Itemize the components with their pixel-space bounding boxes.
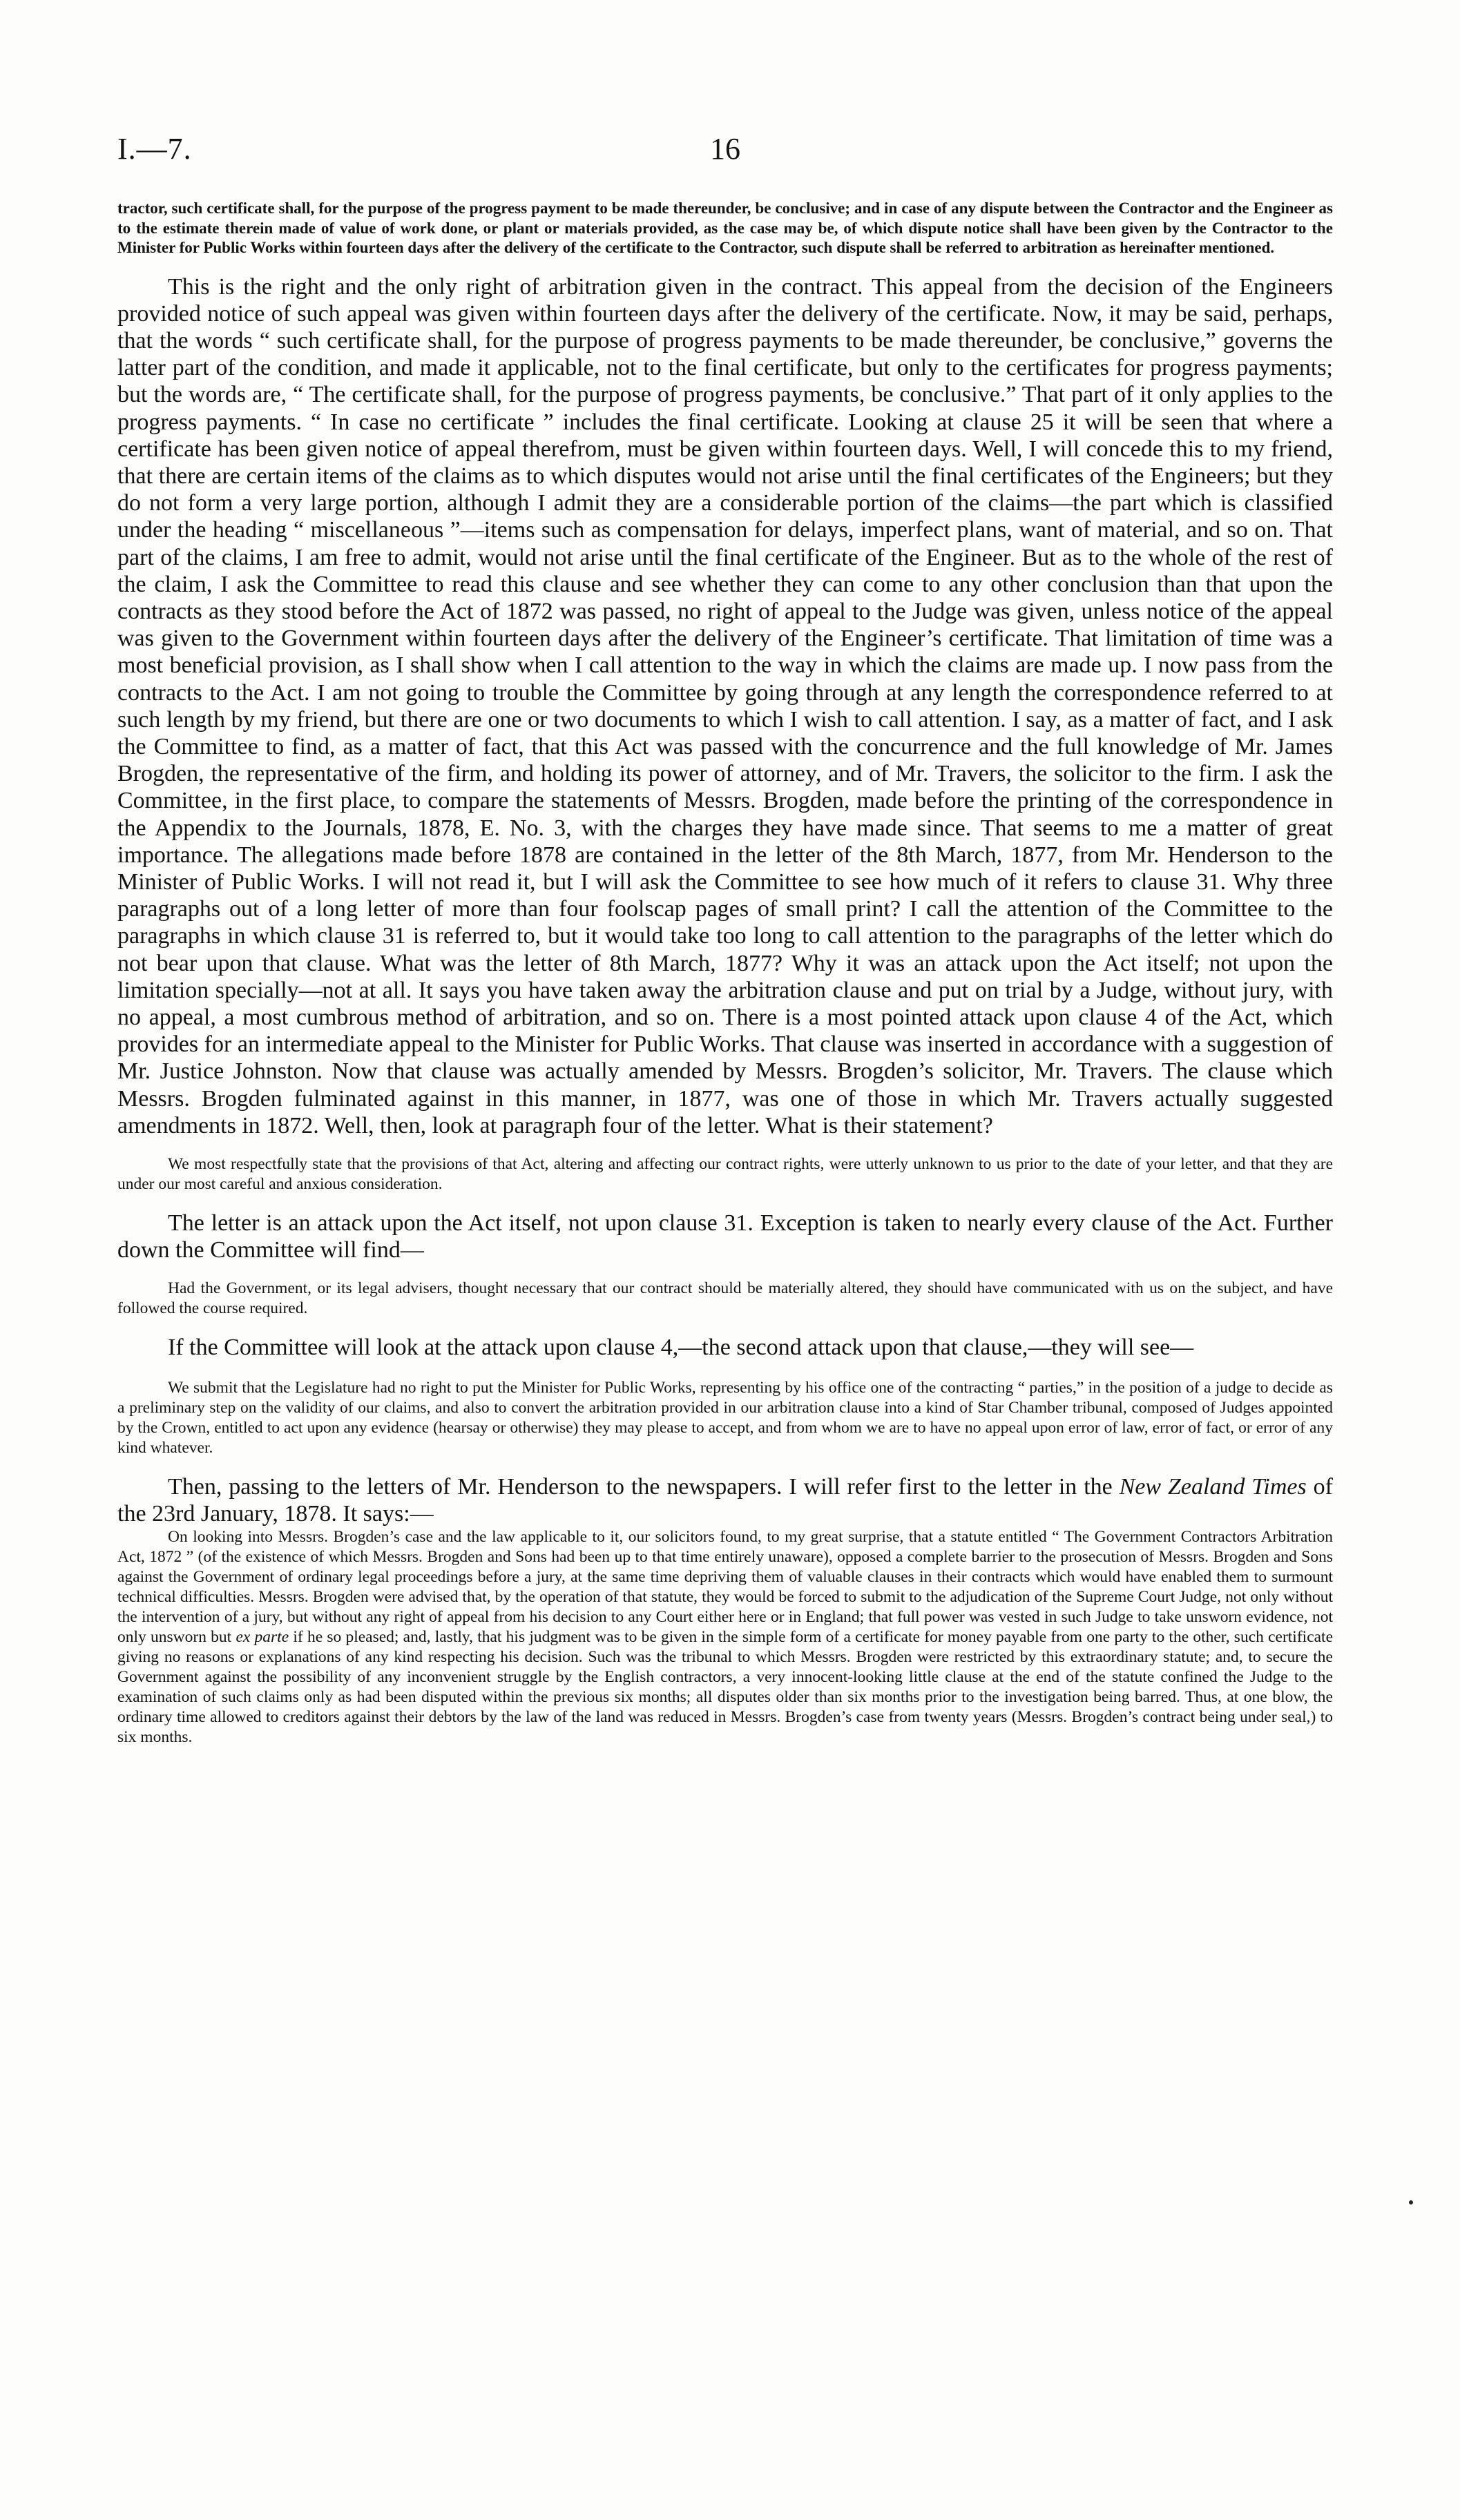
page-body (117, 199, 1333, 1747)
letter-quote-2: Had the Government, or its legal advisers, thought necessary that our contract should be materially altered, they should have communicated with us on the subject, and have followed the course required. (117, 1279, 1333, 1318)
speech-paragraph-2: The letter is an attack upon the Act itself, not upon clause 31. Exception is taken to nearly every clause of the Act. Further down the Committee will find— (117, 1210, 1333, 1263)
stray-ink-dot (1409, 2200, 1413, 2204)
paragraph-text: of the 23rd January, 1878. It says:— (117, 1473, 1333, 1526)
speech-paragraph-4 (117, 1473, 1333, 1527)
contract-clause-continuation: tractor, such certificate shall, for the purpose of the progress payment to be made thereunder, be conclusive; and in case of any dispute between the Contractor and the Engineer as to the estimate therein made of value of work done, or plant or materials provided, as the case may be, of which dispute notice shall have been given by the Contractor to the Minister for Public Works within fourteen days after the delivery of the certificate to the Contractor, such dispute shall be referred to arbitration as hereinafter mentioned. (117, 200, 1333, 256)
letter-quote-1: We most respectfully state that the provisions of that Act, altering and affecting our contract rights, were utterly unknown to us prior to the date of your letter, and that they are under our most careful and anxious consideration. (117, 1155, 1333, 1193)
newspaper-title: New Zealand Times (1119, 1473, 1307, 1500)
quote-text: On looking into Messrs. Brogden’s case and the law applicable to it, our solicitors found, to my great surprise, that a statute entitled “ The Government Contractors Arbitration Act, 1872 ” (of the existence of which Messrs. Brogden and Sons had been up to that time entirely unaware), opposed a complete barrier to the prosecution of Messrs. Brogden and Sons against the Government of ordinary legal proceedings before a jury, at the same time depriving them of valuable clauses in their contracts which would have enabled them to surmount technical difficulties. Messrs. Brogden were advised that, by the operation of that statute, they would be forced to submit to the adjudication of the Supreme Court Judge, not only without the intervention of a jury, but without any right of appeal from his decision to any Court either here or in England; that full power was vested in such Judge to take unsworn evidence, not only unsworn but (117, 1528, 1333, 1647)
speech-paragraph-3: If the Committee will look at the attack upon clause 4,—the second attack upon that clause,—they will see— (168, 1335, 1194, 1361)
document-reference: I.—7. (117, 132, 192, 166)
page-header (117, 131, 1333, 173)
page-number: 16 (710, 132, 740, 166)
letter-quote-3: We submit that the Legislature had no right to put the Minister for Public Works, representing by his office one of the contracting “ parties,” in the position of a judge to decide as a preliminary step on the validity of our claims, and also to convert the arbitration provided in our arbitration clause into a kind of Star Chamber tribunal, composed of Judges appointed by the Crown, entitled to act upon any evidence (hearsay or otherwise) they may please to accept, and from whom we are to have no appeal upon error of law, error of fact, or error of any kind whatever. (117, 1378, 1333, 1457)
latin-phrase: ex parte (236, 1628, 289, 1647)
speech-paragraph-1: This is the right and the only right of arbitration given in the contract. This appeal from the decision of the Engineers provided notice of such appeal was given within fourteen days after the delivery of the certificate. Now, it may be said, perhaps, that the words “ such certificate shall, for the purpose of progress payments to be made thereunder, be conclusive,” governs the latter part of the condition, and made it applicable, not to the final certificate, but only to the certificates for progress payments; but the words are, “ The certificate shall, for the purpose of progress payments, be conclusive.” That part of it only applies to the progress payments. “ In case no certificate ” includes the final certificate. Looking at clause 25 it will be seen that where a certificate has been given notice of appeal therefrom, must be given within fourteen days. Well, I will concede this to my friend, that there are certain items of the claims as to which disputes would not arise until the final certificates of the Engineers; but they do not form a very large portion, although I admit they are a considerable portion of the claims—the part which is classified under the heading “ miscellaneous ”—items such as compensation for delays, imperfect plans, want of material, and so on. That part of the claims, I am free to admit, would not arise until the final certificate of the Engineer. But as to the whole of the rest of the claim, I ask the Committee to read this clause and see whether they can come to any other conclusion than that upon the contracts as they stood before the Act of 1872 was passed, no right of appeal to the Judge was given, unless notice of the appeal was given to the Government within fourteen days after the delivery of the Engineer’s certificate. That limitation of time was a most beneficial provision, as I shall show when I call attention to the way in which the claims are made up. I now pass from the contracts to the Act. I am not going to trouble the Committee by going through at any length the correspondence referred to at such length by my friend, but there are one or two documents to which I wish to call attention. I say, as a matter of fact, and I ask the Committee to find, as a matter of fact, that this Act was passed with the concurrence and the full knowledge of Mr. James Brogden, the representative of the firm, and holding its power of attorney, and of Mr. Travers, the solicitor to the firm. I ask the Committee, in the first place, to compare the statements of Messrs. Brogden, made before the printing of the correspondence in the Appendix to the Journals, 1878, E. No. 3, with the charges they have made since. That seems to me a matter of great importance. The allegations made before 1878 are contained in the letter of the 8th March, 1877, from Mr. Henderson to the Minister of Public Works. I will not read it, but I will ask the Committee to see how much of it refers to clause 31. Why three paragraphs out of a long letter of more than four foolscap pages of small print? I call the attention of the Committee to the paragraphs in which clause 31 is referred to, but it would take too long to call attention to the paragraphs of the letter which do not bear upon that clause. What was the letter of 8th March, 1877? Why it was an attack upon the Act itself; not upon the limitation specially—not at all. It says you have taken away the arbitration clause and put on trial by a Judge, without jury, with no appeal, a most cumbrous method of arbitration, and so on. There is a most pointed attack upon clause 4 of the Act, which provides for an intermediate appeal to the Minister for Public Works. That clause was inserted in accordance with a suggestion of Mr. Justice Johnston. Now that clause was actually amended by Messrs. Brogden’s solicitor, Mr. Travers. The clause which Messrs. Brogden fulminated against in this manner, in 1877, was one of those in which Mr. Travers actually suggested amendments in 1872. Well, then, look at paragraph four of the letter. What is their statement? (117, 273, 1333, 1138)
newspaper-letter-quote (117, 1527, 1333, 1747)
quote-text: if he so pleased; and, lastly, that his judgment was to be given in the simple form of a certificate for money payable from one party to the other, such certificate giving no reasons or explanations of any kind respecting his decision. Such was the tribunal to which Messrs. Brogden were restricted by this extraordinary statute; and, to secure the Government against the possibility of any inconvenient struggle by the English contractors, a very innocent-looking little clause at the end of the statute confined the Judge to the examination of such claims only as had been disputed within the previous six months; all disputes older than six months prior to the investigation being barred. Thus, at one blow, the ordinary time allowed to creditors against their debtors by the law of the land was reduced in Messrs. Brogden’s case from twenty years (Messrs. Brogden’s contract being under seal,) to six months. (117, 1628, 1334, 1747)
paragraph-text: Then, passing to the letters of Mr. Henderson to the newspapers. I will refer first to the letter in the (168, 1473, 1120, 1500)
